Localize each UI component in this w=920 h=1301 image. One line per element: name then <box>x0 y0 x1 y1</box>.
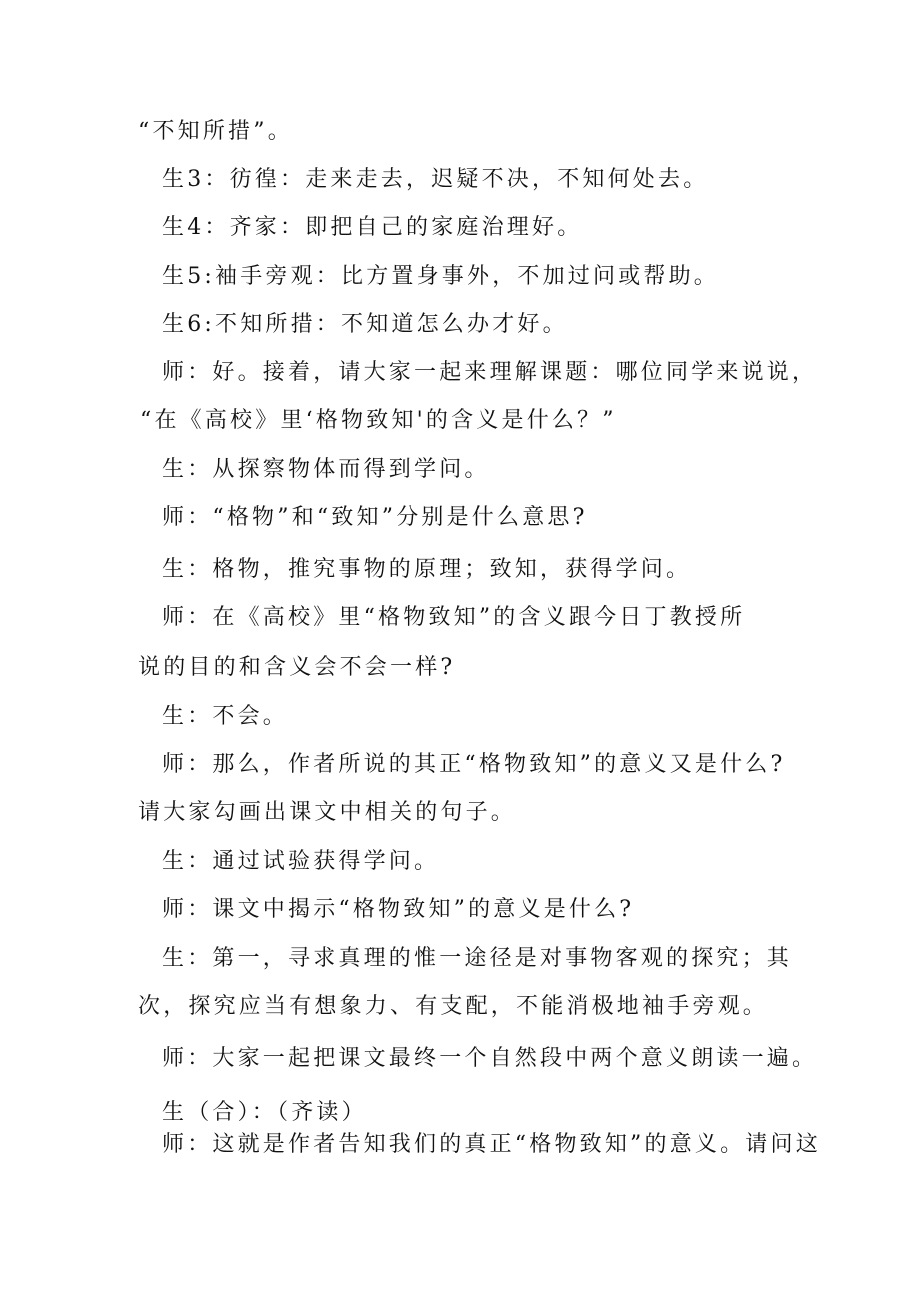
text-line: 生6:不知所措：不知道怎么办才好。 <box>162 312 568 337</box>
text-line: 生：格物，推究事物的原理；致知，获得学问。 <box>162 557 692 582</box>
text-line: 次，探究应当有想象力、有支配，不能消极地袖手旁观。 <box>138 994 769 1019</box>
text-line: 生：从探察物体而得到学问。 <box>162 457 490 482</box>
text-line: “不知所措”。 <box>138 119 293 144</box>
text-line: 师：好。接着，请大家一起来理解课题：哪位同学来说说， <box>162 360 818 385</box>
text-line: 师：这就是作者告知我们的真正“格物致知”的意义。请问这 <box>162 1132 821 1157</box>
text-line: 师：那么，作者所说的其正“格物致知”的意义又是什么? <box>162 752 786 777</box>
text-line: 生（合）：（齐读） <box>162 1100 367 1125</box>
text-line: 师：大家一起把课文最终一个自然段中两个意义朗读一遍。 <box>162 1046 818 1071</box>
text-line: 生3：彷徨：走来走去，迟疑不决，不知何处去。 <box>162 167 709 192</box>
text-line: 师：在《高校》里“格物致知”的含义跟今日丁教授所 <box>162 605 746 630</box>
text-line: 师：“格物”和“致知”分别是什么意思? <box>162 505 588 530</box>
text-line: “在《高校》里‘格物致知'的含义是什么？” <box>140 408 617 433</box>
text-line: 生4：齐家：即把自己的家庭治理好。 <box>162 215 583 240</box>
text-line: 师：课文中揭示“格物致知”的意义是什么? <box>162 897 635 922</box>
text-line: 生：通过试验获得学问。 <box>162 849 440 874</box>
text-line: 请大家勾画出课文中相关的句子。 <box>138 800 517 825</box>
text-line: 生5:袖手旁观：比方置身事外，不加过问或帮助。 <box>162 264 720 289</box>
text-line: 生：第一，寻求真理的惟一途径是对事物客观的探究；其 <box>162 946 793 971</box>
text-line: 说的目的和含义会不会一样? <box>138 655 456 680</box>
text-line: 生：不会。 <box>162 704 289 729</box>
